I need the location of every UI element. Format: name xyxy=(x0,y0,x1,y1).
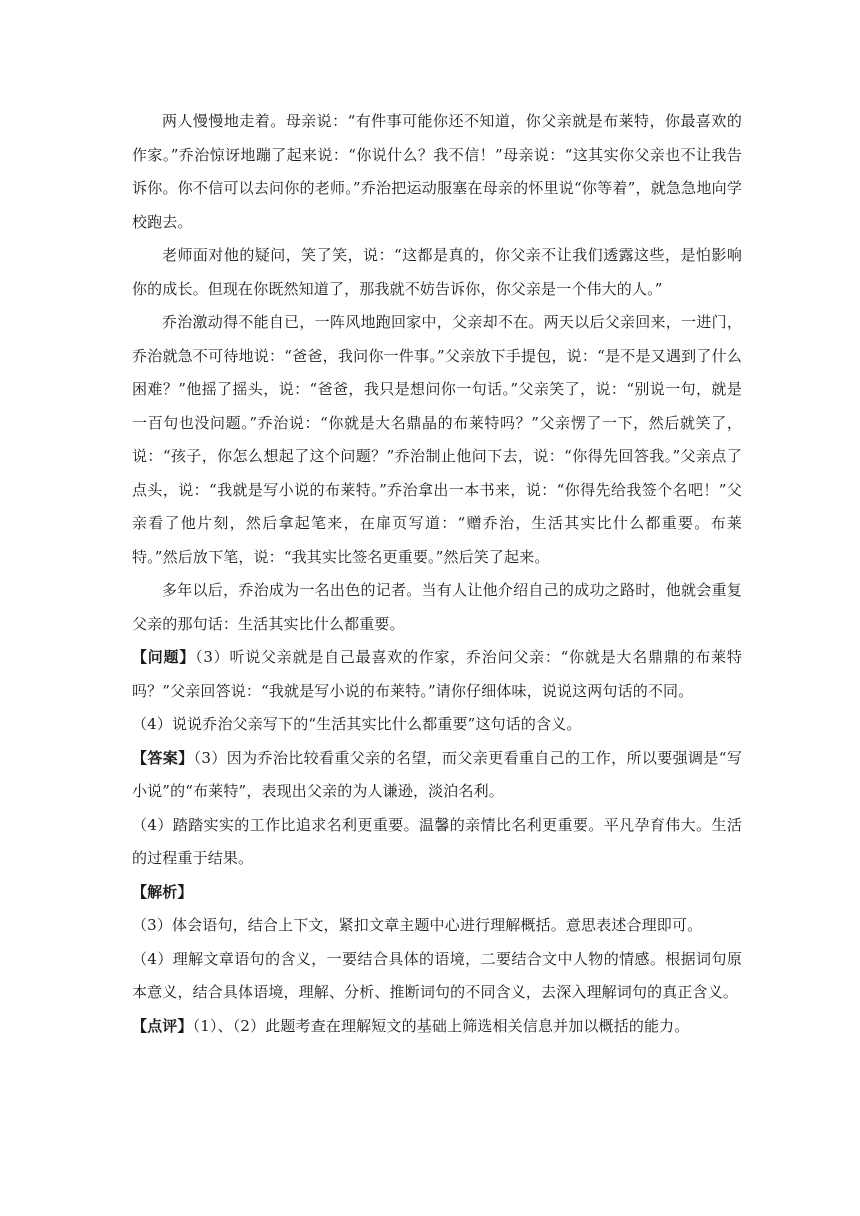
question-4: （4）说说乔治父亲写下的“生活其实比什么都重要”这句话的含义。 xyxy=(132,715,582,733)
comment xyxy=(132,1010,742,1044)
analysis-3: （3）体会语句，结合上下文，紧扣文章主题中心进行理解概括。意思表述合理即可。 xyxy=(132,916,703,934)
document-body xyxy=(132,105,742,1043)
comment-text: （1）、（2）此题考查在理解短文的基础上筛选相关信息并加以概括的能力。 xyxy=(192,1016,690,1035)
question-3 xyxy=(132,641,742,708)
story-paragraph-2: 老师面对他的疑问，笑了笑，说：“这都是真的，你父亲不让我们透露这些，是怕影响你的成长。但现在你既然知道了，那我就不妨告诉你，你父亲是一个伟大的人。” xyxy=(132,246,742,298)
answer-tag: 【答案】 xyxy=(132,748,194,767)
story-paragraph-3: 乔治激动得不能自已，一阵风地跑回家中，父亲却不在。两天以后父亲回来，一进门，乔治就急不可待地说：“爸爸，我问你一件事。”父亲放下手提包，说：“是不是又遇到了什么困难？”他摇了摇头，说：“爸爸，我只是想问你一句话。”父亲笑了，说：“别说一句，就是一百句也没问题。”乔治说：“你就是大名鼎晶的布莱特吗？”父亲愣了一下，然后就笑了，说：“孩子，你怎么想起了这个问题？”乔治制止他问下去，说：“你得先回答我。”父亲点了点头，说：“我就是写小说的布莱特。”乔治拿出一本书来，说：“你得先给我签个名吧！”父亲看了他片刻，然后拿起笔来，在扉页写道：“赠乔治，生活其实比什么都重要。布莱特。”然后放下笔，说：“我其实比签名更重要。”然后笑了起来。 xyxy=(132,313,742,566)
analysis-heading xyxy=(132,876,742,910)
analysis-4: （4）理解文章语句的含义，一要结合具体的语境，二要结合文中人物的情感。根据词句原本意义，结合具体语境，理解、分析、推断词句的不同含义，去深入理解词句的真正含义。 xyxy=(132,949,742,1001)
question-3-text: （3）听说父亲就是自己最喜欢的作家，乔治问父亲：“你就是大名鼎鼎的布莱特吗？”父亲回答说：“我就是写小说的布莱特。”请你仔细体味，说说这两句话的不同。 xyxy=(132,648,742,700)
answer-3-text: （3）因为乔治比较看重父亲的名望，而父亲更看重自己的工作，所以要强调是“写小说”的“布莱特”，表现出父亲的为人谦逊，淡泊名利。 xyxy=(132,748,742,800)
story-paragraph-1: 两人慢慢地走着。母亲说：“有件事可能你还不知道，你父亲就是布莱特，你最喜欢的作家。”乔治惊讶地蹦了起来说：“你说什么？我不信！”母亲说：“这其实你父亲也不让我告诉你。你不信可以去问你的老师。”乔治把运动服塞在母亲的怀里说“你等着”，就急急地向学校跑去。 xyxy=(132,112,742,231)
comment-tag: 【点评】 xyxy=(132,1016,193,1035)
answer-3 xyxy=(132,742,742,809)
story-paragraph-4: 多年以后，乔治成为一名出色的记者。当有人让他介绍自己的成功之路时，他就会重复父亲的那句话：生活其实比什么都重要。 xyxy=(132,581,742,633)
question-tag: 【问题】 xyxy=(132,648,196,666)
answer-4: （4）踏踏实实的工作比追求名利更重要。温馨的亲情比名利更重要。平凡孕育伟大。生活的过程重于结果。 xyxy=(132,815,742,867)
analysis-tag: 【解析】 xyxy=(132,882,193,901)
